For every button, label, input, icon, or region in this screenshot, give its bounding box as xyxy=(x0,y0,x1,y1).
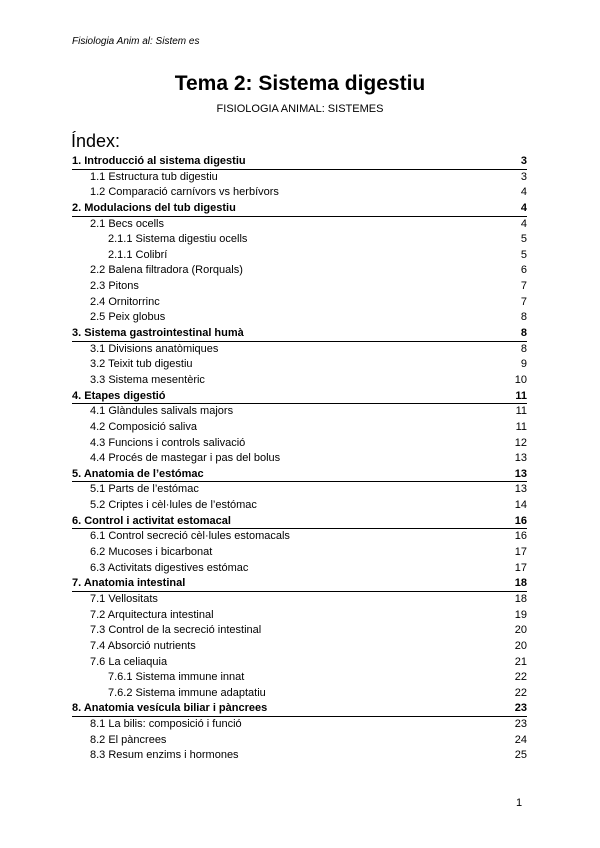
toc-entry-title: 4.1 Glàndules salivals majors xyxy=(90,405,234,418)
toc-entry-title: 8.2 El pàncrees xyxy=(90,733,167,746)
toc-entry-page: 8 xyxy=(520,342,527,355)
toc-entry[interactable] xyxy=(72,655,527,671)
toc-entry[interactable] xyxy=(72,279,527,295)
toc-entry-page: 3 xyxy=(520,155,527,167)
toc-entry[interactable] xyxy=(72,701,527,717)
toc-entry-title: 6.1 Control secreció cèl·lules estomacals xyxy=(90,530,290,543)
toc-entry[interactable] xyxy=(72,561,527,577)
toc-entry-title: 7.6.1 Sistema immune innat xyxy=(108,671,245,684)
toc-entry-title: 6.3 Activitats digestives estómac xyxy=(90,561,249,574)
toc-entry-page: 22 xyxy=(514,671,527,684)
toc-entry-title: 8. Anatomia vesícula biliar i pàncrees xyxy=(72,702,268,715)
toc-entry-title: 7. Anatomia intestinal xyxy=(72,577,186,590)
toc-entry-page: 13 xyxy=(514,483,527,496)
toc-entry-page: 9 xyxy=(520,358,527,371)
toc-entry-page: 11 xyxy=(515,405,527,418)
toc-entry-page: 4 xyxy=(520,201,527,214)
toc-entry-page: 5 xyxy=(520,248,527,261)
toc-entry-title: 2.3 Pitons xyxy=(90,280,139,293)
toc-entry[interactable] xyxy=(72,545,527,561)
page-number: 1 xyxy=(516,797,523,809)
toc-entry-page: 7 xyxy=(520,295,527,308)
toc-entry[interactable] xyxy=(72,201,527,217)
toc-entry-title: 4.4 Procés de mastegar i pas del bolus xyxy=(90,452,281,465)
toc-entry[interactable] xyxy=(72,342,527,358)
toc-entry[interactable] xyxy=(72,326,527,342)
toc-entry-title: 7.1 Vellositats xyxy=(90,592,158,605)
toc-entry-page: 16 xyxy=(514,530,527,543)
toc-entry[interactable] xyxy=(72,529,527,545)
toc-entry-title: 8.1 La bilis: composició i funció xyxy=(90,718,242,731)
toc-entry[interactable] xyxy=(72,733,527,749)
toc-entry-page: 16 xyxy=(514,514,527,527)
table-of-contents xyxy=(72,154,527,764)
toc-entry[interactable] xyxy=(72,420,527,436)
toc-entry[interactable] xyxy=(72,295,527,311)
toc-entry-title: 6.2 Mucoses i bicarbonat xyxy=(90,546,213,559)
toc-entry-title: 8.3 Resum enzims i hormones xyxy=(90,749,239,762)
toc-entry-title: 2.1 Becs ocells xyxy=(90,217,164,230)
toc-entry-page: 17 xyxy=(514,561,527,574)
toc-entry-page: 23 xyxy=(514,718,527,731)
toc-entry[interactable] xyxy=(72,436,527,452)
toc-entry[interactable] xyxy=(72,357,527,373)
toc-entry-title: 7.6 La celiaquia xyxy=(90,655,168,668)
toc-entry-page: 14 xyxy=(514,499,527,512)
toc-entry-page: 19 xyxy=(514,608,527,621)
toc-entry-page: 11 xyxy=(515,420,527,433)
toc-entry[interactable] xyxy=(72,217,527,233)
toc-entry-title: 4. Etapes digestió xyxy=(72,389,166,402)
toc-entry-title: 7.6.2 Sistema immune adaptatiu xyxy=(108,686,266,699)
toc-entry-page: 11 xyxy=(515,389,527,402)
toc-entry-page: 23 xyxy=(514,702,527,715)
toc-entry[interactable] xyxy=(72,389,527,405)
toc-entry-title: 3.1 Divisions anatòmiques xyxy=(90,342,219,355)
toc-entry[interactable] xyxy=(72,185,527,201)
toc-entry[interactable] xyxy=(72,717,527,733)
toc-entry-title: 2.2 Balena filtradora (Rorquals) xyxy=(90,264,243,277)
toc-entry-page: 22 xyxy=(514,686,527,699)
toc-entry-title: 5. Anatomia de l’estómac xyxy=(72,467,204,480)
toc-entry[interactable] xyxy=(72,592,527,608)
document-title: Tema 2: Sistema digestiu xyxy=(174,72,426,95)
toc-entry-title: 6. Control i activitat estomacal xyxy=(72,514,231,527)
toc-entry[interactable] xyxy=(72,514,527,530)
toc-entry-title: 7.4 Absorció nutrients xyxy=(90,639,196,652)
toc-entry-title: 4.2 Composició saliva xyxy=(90,420,197,433)
toc-entry-page: 20 xyxy=(514,624,527,637)
toc-entry-page: 10 xyxy=(514,373,527,386)
toc-entry[interactable] xyxy=(72,686,527,702)
toc-entry-title: 2.4 Ornitorrinc xyxy=(90,295,160,308)
toc-entry-title: 3. Sistema gastrointestinal humà xyxy=(72,327,244,340)
toc-entry-page: 13 xyxy=(514,452,527,465)
toc-entry-page: 24 xyxy=(514,733,527,746)
toc-entry[interactable] xyxy=(72,170,527,186)
toc-entry-page: 13 xyxy=(514,467,527,480)
toc-entry-title: 2.1.1 Sistema digestiu ocells xyxy=(108,233,248,246)
toc-entry[interactable] xyxy=(72,154,527,170)
toc-entry[interactable] xyxy=(72,670,527,686)
toc-entry-page: 8 xyxy=(520,327,527,340)
toc-entry[interactable] xyxy=(72,310,527,326)
running-header: Fisiologia Anim al: Sistem es xyxy=(72,36,200,47)
toc-entry-page: 17 xyxy=(514,546,527,559)
toc-entry-page: 20 xyxy=(514,639,527,652)
toc-entry-title: 7.3 Control de la secreció intestinal xyxy=(90,624,262,637)
toc-entry[interactable] xyxy=(72,576,527,592)
document-subtitle: FISIOLOGIA ANIMAL: SISTEMES xyxy=(216,103,384,115)
toc-entry-title: 1. Introducció al sistema digestiu xyxy=(72,155,246,167)
toc-entry-title: 3.2 Teixit tub digestiu xyxy=(90,358,193,371)
toc-entry[interactable] xyxy=(72,263,527,279)
toc-entry[interactable] xyxy=(72,451,527,467)
toc-entry-page: 21 xyxy=(514,655,527,668)
toc-entry-page: 4 xyxy=(520,217,527,230)
toc-entry[interactable] xyxy=(72,482,527,498)
toc-entry-page: 7 xyxy=(520,280,527,293)
toc-entry-page: 3 xyxy=(520,170,527,183)
toc-entry-title: 1.2 Comparació carnívors vs herbívors xyxy=(90,186,279,199)
toc-entry-page: 8 xyxy=(520,311,527,324)
toc-entry[interactable] xyxy=(72,232,527,248)
toc-entry[interactable] xyxy=(72,748,527,764)
toc-entry-page: 5 xyxy=(520,233,527,246)
toc-entry[interactable] xyxy=(72,623,527,639)
toc-entry-page: 25 xyxy=(514,749,527,762)
index-heading: Índex: xyxy=(71,131,121,151)
toc-entry-title: 7.2 Arquitectura intestinal xyxy=(90,608,214,621)
toc-entry-title: 2.1.1 Colibrí xyxy=(108,248,168,261)
toc-entry-page: 6 xyxy=(520,264,527,277)
toc-entry-title: 3.3 Sistema mesentèric xyxy=(90,373,205,386)
toc-entry[interactable] xyxy=(72,498,527,514)
toc-entry[interactable] xyxy=(72,248,527,264)
toc-entry[interactable] xyxy=(72,404,527,420)
toc-entry-page: 18 xyxy=(514,577,527,590)
toc-entry[interactable] xyxy=(72,639,527,655)
toc-entry-title: 4.3 Funcions i controls salivació xyxy=(90,436,246,449)
toc-entry[interactable] xyxy=(72,467,527,483)
toc-entry[interactable] xyxy=(72,373,527,389)
toc-entry-title: 5.2 Criptes i cèl·lules de l’estómac xyxy=(90,499,257,512)
toc-entry-page: 4 xyxy=(520,186,527,199)
toc-entry-title: 1.1 Estructura tub digestiu xyxy=(90,170,218,183)
toc-entry[interactable] xyxy=(72,608,527,624)
toc-entry-page: 12 xyxy=(514,436,527,449)
toc-entry-page: 18 xyxy=(514,592,527,605)
toc-entry-title: 5.1 Parts de l’estómac xyxy=(90,483,199,496)
toc-entry-title: 2.5 Peix globus xyxy=(90,311,166,324)
toc-entry-title: 2. Modulacions del tub digestiu xyxy=(72,201,236,214)
